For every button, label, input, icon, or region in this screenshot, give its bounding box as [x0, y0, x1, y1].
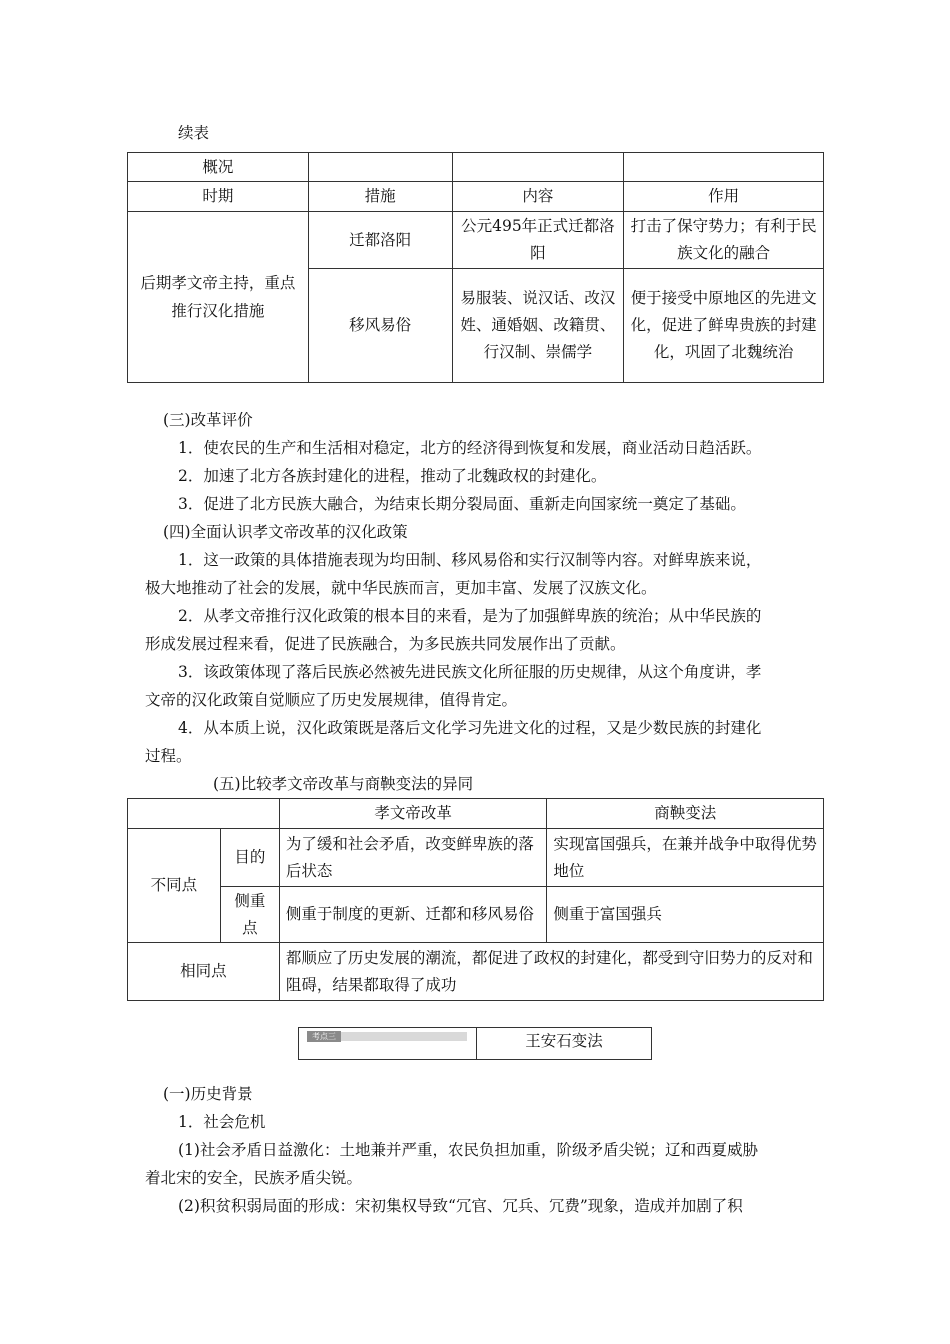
purpose-shangyang: 实现富国强兵，在兼并战争中取得优势地位: [547, 829, 824, 887]
paragraph-line: 4．从本质上说，汉化政策既是落后文化学习先进文化的过程，又是少数民族的封建化: [178, 719, 762, 737]
paragraph-line: 2．从孝文帝推行汉化政策的根本目的来看，是为了加强鲜卑族的统治；从中华民族的: [178, 607, 762, 625]
paragraph: 2．加速了北方各族封建化的进程，推动了北魏政权的封建化。: [178, 467, 607, 485]
table-caption: 续表: [178, 124, 210, 142]
paragraph-line: (1)社会矛盾日益激化：土地兼并严重，农民负担加重，阶级矛盾尖锐；辽和西夏威胁: [178, 1141, 758, 1159]
paragraph-line: 形成发展过程来看，促进了民族融合，为多民族共同发展作出了贡献。: [145, 635, 626, 653]
header-effect: 作用: [624, 182, 824, 212]
badge-title: 王安石变法: [525, 1032, 603, 1050]
focus-label: 侧重点: [220, 887, 279, 943]
paragraph-line: 3．该政策体现了落后民族必然被先进民族文化所征服的历史规律，从这个角度讲，孝: [178, 663, 762, 681]
badge-tag: 考点三: [307, 1031, 341, 1042]
paragraph-line: 过程。: [145, 747, 192, 765]
same-label: 相同点: [128, 943, 280, 1001]
measure-cell: 移风易俗: [308, 269, 452, 383]
same-text: 都顺应了历史发展的潮流，都促进了政权的封建化，都受到守旧势力的反对和阻碍，结果都取得了成功: [279, 943, 823, 1001]
diff-label: 不同点: [128, 829, 221, 943]
measure-cell: 迁都洛阳: [308, 212, 452, 269]
paragraph: 1．使农民的生产和生活相对稳定，北方的经济得到恢复和发展，商业活动日趋活跃。: [178, 439, 762, 457]
focus-shangyang: 侧重于富国强兵: [547, 887, 824, 943]
paragraph-line: 文帝的汉化政策自觉顺应了历史发展规律，值得肯定。: [145, 691, 518, 709]
section-heading: (四)全面认识孝文帝改革的汉化政策: [163, 523, 408, 541]
paragraph-line: 极大地推动了社会的发展，就中华民族而言，更加丰富、发展了汉族文化。: [145, 579, 657, 597]
paragraph-line: 1．这一政策的具体措施表现为均田制、移风易俗和实行汉制等内容。对鲜卑族来说，: [178, 551, 762, 569]
effect-cell: 打击了保守势力；有利于民族文化的融合: [624, 212, 824, 269]
content-cell: 公元495年正式迁都洛阳: [452, 212, 624, 269]
col-header-shangyang: 商鞅变法: [547, 799, 824, 829]
purpose-label: 目的: [220, 829, 279, 887]
paragraph-line: 着北宋的安全，民族矛盾尖锐。: [145, 1169, 363, 1187]
section-heading: (五)比较孝文帝改革与商鞅变法的异同: [213, 775, 474, 793]
comparison-table: [127, 798, 824, 1001]
content-cell: 易服装、说汉话、改汉姓、通婚姻、改籍贯、行汉制、崇儒学: [452, 269, 624, 383]
col-header-xiaowen: 孝文帝改革: [279, 799, 547, 829]
sub-heading: 1．社会危机: [178, 1113, 266, 1131]
header-content: 内容: [452, 182, 624, 212]
period-cell: 后期孝文帝主持，重点推行汉化措施: [128, 212, 309, 383]
section-heading: (一)历史背景: [163, 1085, 253, 1103]
section-heading: (三)改革评价: [163, 411, 253, 429]
header-measure: 措施: [308, 182, 452, 212]
focus-xiaowen: 侧重于制度的更新、迁都和移风易俗: [279, 887, 547, 943]
paragraph: 3．促进了北方民族大融合，为结束长期分裂局面、重新走向国家统一奠定了基础。: [178, 495, 746, 513]
paragraph-line: (2)积贫积弱局面的形成：宋初集权导致“冗官、冗兵、冗费”现象，造成并加剧了积: [178, 1197, 743, 1215]
effect-cell: 便于接受中原地区的先进文化，促进了鲜卑贵族的封建化，巩固了北魏统治: [624, 269, 824, 383]
topic-badge: [298, 1027, 652, 1060]
purpose-xiaowen: 为了缓和社会矛盾，改变鲜卑族的落后状态: [279, 829, 547, 887]
corner-label: 概况: [128, 153, 309, 182]
reform-table: [127, 152, 824, 383]
header-period: 时期: [128, 182, 309, 212]
